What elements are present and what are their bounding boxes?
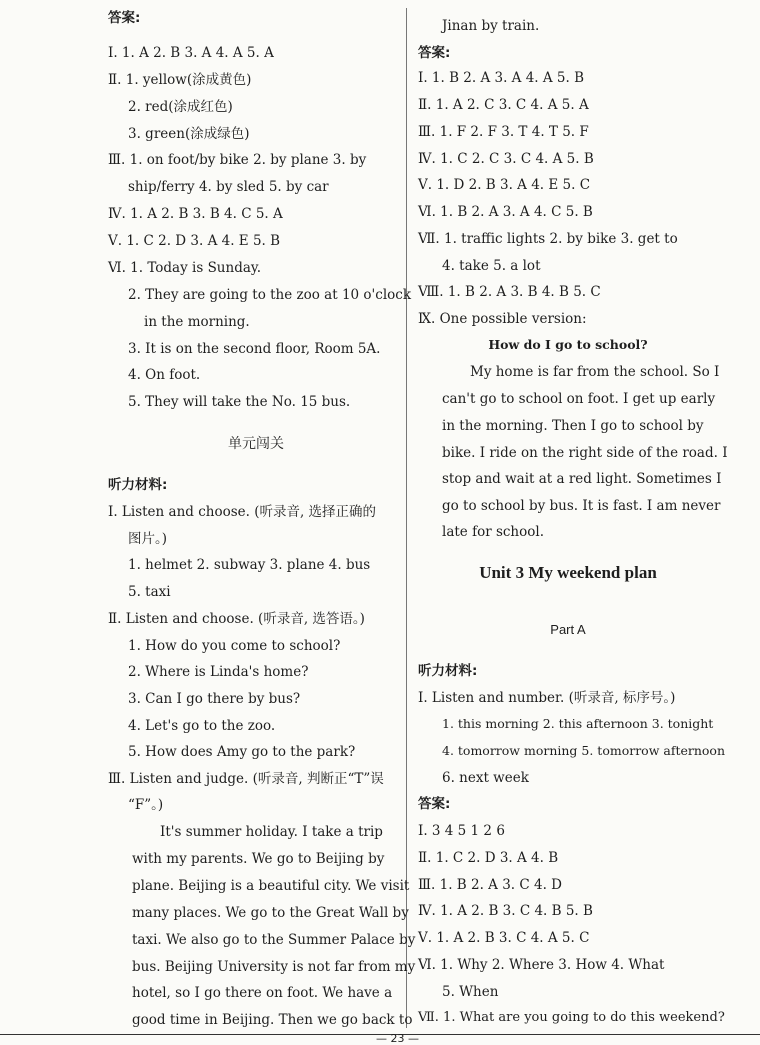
- answer-line: Ⅵ. 1. B 2. A 3. A 4. C 5. B: [418, 204, 593, 220]
- answer-line: Ⅵ. 1. Why 2. Where 3. How 4. What: [418, 957, 665, 973]
- answer-line: in the morning.: [144, 314, 250, 330]
- section-title: 单元闯关: [228, 436, 284, 452]
- answer-line: Ⅳ. 1. A 2. B 3. C 4. B 5. B: [418, 903, 593, 919]
- answer-line: Ⅱ. 1. yellow(涂成黄色): [108, 72, 252, 88]
- listening-line: 4. Let's go to the zoo.: [128, 718, 276, 734]
- listening-line: 1. How do you come to school?: [128, 638, 341, 654]
- essay-line: late for school.: [442, 524, 544, 540]
- listening-line: 1. this morning 2. this afternoon 3. tonight: [442, 716, 714, 731]
- page-number: — 23 —: [376, 1032, 419, 1045]
- answer-line: Ⅷ. 1. B 2. A 3. B 4. B 5. C: [418, 284, 601, 300]
- answer-line: Ⅴ. 1. C 2. D 3. A 4. E 5. B: [108, 233, 281, 249]
- listening-line: Ⅱ. Listen and choose. (听录音, 选答语。): [108, 611, 365, 627]
- answer-line: Ⅲ. 1. F 2. F 3. T 4. T 5. F: [418, 124, 589, 140]
- listening-line: 图片。): [128, 531, 168, 547]
- essay-line: in the morning. Then I go to school by: [442, 418, 704, 434]
- answer-line: 2. red(涂成红色): [128, 99, 233, 115]
- answer-line: Ⅱ. 1. A 2. C 3. C 4. A 5. A: [418, 97, 589, 113]
- passage-line: good time in Beijing. Then we go back to: [132, 1012, 413, 1028]
- passage-line: plane. Beijing is a beautiful city. We visit: [132, 878, 410, 894]
- answer-line: 4. take 5. a lot: [442, 258, 541, 274]
- answer-line: ship/ferry 4. by sled 5. by car: [128, 179, 329, 195]
- answer-line: Ⅰ. 3 4 5 1 2 6: [418, 823, 505, 839]
- passage-line: hotel, so I go there on foot. We have a: [132, 985, 393, 1001]
- answer-line: Ⅴ. 1. D 2. B 3. A 4. E 5. C: [418, 177, 591, 193]
- listening-line: 1. helmet 2. subway 3. plane 4. bus: [128, 557, 371, 573]
- answer-line: Ⅶ. 1. What are you going to do this weekend?: [418, 1010, 725, 1025]
- answer-line: 3. green(涂成绿色): [128, 126, 250, 142]
- part-title: Part A: [550, 622, 586, 637]
- answer-line: 2. They are going to the zoo at 10 o'clock: [128, 287, 411, 303]
- passage-line: taxi. We also go to the Summer Palace by: [132, 932, 416, 948]
- listening-line: 4. tomorrow morning 5. tomorrow afternoon: [442, 743, 726, 758]
- answer-line: Ⅰ. 1. A 2. B 3. A 4. A 5. A: [108, 45, 274, 61]
- essay-line: bike. I ride on the right side of the road. I: [442, 445, 728, 461]
- answer-line: 5. When: [442, 984, 499, 1000]
- answer-line: 5. They will take the No. 15 bus.: [128, 394, 351, 410]
- essay-line: go to school by bus. It is fast. I am never: [442, 498, 721, 514]
- listening-line: 5. taxi: [128, 584, 171, 600]
- listening-line: “F”。): [128, 797, 164, 813]
- answer-line: Ⅶ. 1. traffic lights 2. by bike 3. get to: [418, 231, 678, 247]
- answer-line: 3. It is on the second floor, Room 5A.: [128, 341, 381, 357]
- listening-line: 5. How does Amy go to the park?: [128, 744, 356, 760]
- passage-line: Jinan by train.: [442, 18, 540, 34]
- answer-line: 4. On foot.: [128, 367, 201, 383]
- listening-heading: 听力材料:: [108, 477, 168, 493]
- answer-line: Ⅸ. One possible version:: [418, 311, 587, 327]
- answers-heading: 答案:: [108, 10, 141, 26]
- listening-line: Ⅰ. Listen and number. (听录音, 标序号。): [418, 690, 676, 706]
- column-divider: [406, 8, 407, 1028]
- passage-line: It's summer holiday. I take a trip: [160, 824, 383, 840]
- answer-line: Ⅵ. 1. Today is Sunday.: [108, 260, 262, 276]
- listening-line: Ⅰ. Listen and choose. (听录音, 选择正确的: [108, 504, 377, 520]
- answer-line: Ⅱ. 1. C 2. D 3. A 4. B: [418, 850, 559, 866]
- passage-line: bus. Beijing University is not far from my: [132, 959, 416, 975]
- essay-line: My home is far from the school. So I: [470, 364, 720, 380]
- essay-line: stop and wait at a red light. Sometimes I: [442, 471, 722, 487]
- answer-line: Ⅰ. 1. B 2. A 3. A 4. A 5. B: [418, 70, 585, 86]
- listening-line: 6. next week: [442, 770, 529, 786]
- answer-line: Ⅴ. 1. A 2. B 3. C 4. A 5. C: [418, 930, 590, 946]
- passage-line: with my parents. We go to Beijing by: [132, 851, 385, 867]
- essay-line: can't go to school on foot. I get up early: [442, 391, 716, 407]
- passage-line: many places. We go to the Great Wall by: [132, 905, 409, 921]
- answers-heading: 答案:: [418, 45, 451, 61]
- essay-title: How do I go to school?: [488, 337, 648, 352]
- listening-line: Ⅲ. Listen and judge. (听录音, 判断正“T”误: [108, 771, 384, 787]
- listening-line: 3. Can I go there by bus?: [128, 691, 301, 707]
- answer-line: Ⅲ. 1. B 2. A 3. C 4. D: [418, 877, 562, 893]
- answer-line: Ⅳ. 1. C 2. C 3. C 4. A 5. B: [418, 151, 594, 167]
- answer-line: Ⅳ. 1. A 2. B 3. B 4. C 5. A: [108, 206, 283, 222]
- listening-heading: 听力材料:: [418, 663, 478, 679]
- answer-line: Ⅲ. 1. on foot/by bike 2. by plane 3. by: [108, 152, 367, 168]
- answers-heading: 答案:: [418, 796, 451, 812]
- unit-title: Unit 3 My weekend plan: [479, 563, 657, 582]
- listening-line: 2. Where is Linda's home?: [128, 664, 309, 680]
